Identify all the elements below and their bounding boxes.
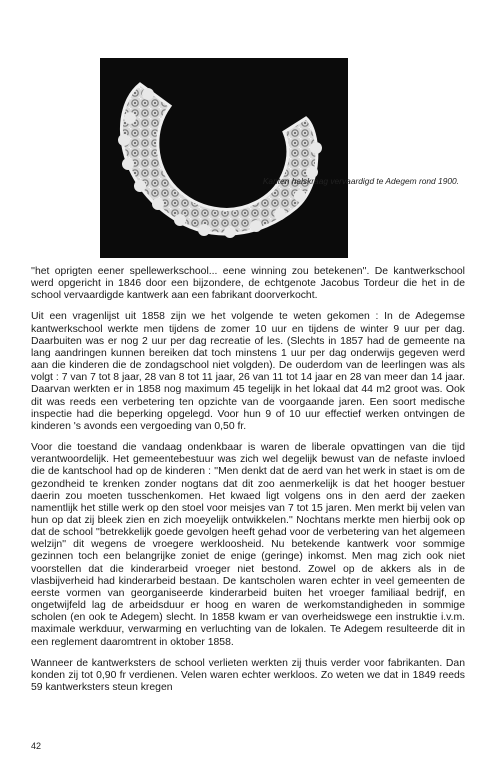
photo-caption: Kanten halskraag vervaardigd te Adegem rond 1900.: [262, 176, 459, 186]
body-text: [31, 266, 465, 703]
lace-collar-photo: [100, 58, 348, 258]
paragraph: Uit een vragenlijst uit 1858 zijn we het volgende te weten gekomen : In de Adegemse kantwerkschool werkte men tijdens de zomer 10 uur en tijdens de winter 9 uur per dag. Daarbuiten was er nog 2 uur per dag recreatie of les. (Slechts in 1857 had de gemeente na lang aandringen kunnen bereiken dat toch minstens 1 uur per dag onderwijs gegeven werd aan die kinderen die de zondagschool niet volgden). De ouderdom van de leerlingen was als volgt : 7 van 7 tot 8 jaar, 28 van 8 tot 11 jaar, 26 van 11 tot 14 jaar en 28 van meer dan 14 jaar. Daarvan werkten er in 1858 nog maximum 45 tegelijk in het lokaal dat 44 m2 groot was. Ook dit was reeds een verbetering ten opzichte van de voorgaande jaren. Een soort medische inspectie had die beperking opgelegd. Voor hun 9 of 10 uur effectief werken ontvingen de kinderen 's avonds een vergoeding van 0,50 fr.: [31, 311, 465, 432]
paragraph: Wanneer de kantwerksters de school verlieten werkten zij thuis verder voor fabrikanten. Dan konden zij tot 0,90 fr verdienen. Velen waren echter werkloos. Zo weten we dat in 1849 reeds 59 kantwerksters steun kregen: [31, 657, 465, 693]
lace-collar-image: [100, 58, 348, 258]
page-number: 42: [31, 741, 42, 751]
paragraph: ''het oprigten eener spellewerkschool... eene winning zou betekenen''. De kantwerkschool werd opgericht in 1846 door een bijzondere, de echtgenote Jacobus Tordeur die het in de school vervaardigde kantwerk aan een fabrikant doorverkocht.: [31, 266, 465, 302]
paragraph: Voor die toestand die vandaag ondenkbaar is waren de liberale opvattingen van die tijd verantwoordelijk. Het gemeentebestuur was zich wel degelijk bewust van de nefaste invloed die de kantschool had op de kinderen : ''Men denkt dat de aerd van het werk in staet is om de gezondheid te krenken zonder nogtans dat dit zoo aenmerkelijk is dat het hooger bestuer daerin zou moeten tusschenkomen. Het kwaed ligt volgens ons in den aerd der zaeken namentlijk het stille werk op den stoel voor meisjes van 7 tot 15 jaren. Men merkt bij velen van hun op dat zij bleek zien en zich moeyelijk ontwikkelen.'' Nochtans merkte men hierbij ook op dat de school ''betrekkelijk goede gevolgen heeft gehad voor de verbetering van het algemeen welzijn'' dit wegens de vroegere werkloosheid. Nu betekende kantwerk voor sommige gezinnen toch een belangrijke zoniet de enige (geringe) inkomst. Men mag zich ook niet voorstellen dat die kinderarbeid vroeger niet bestond. Zowel op de akkers als in de vlasbijverheid had kinderarbeid bestaan. De kantscholen waren echter in veel gemeenten de eerste vormen van georganiseerde kinderarbeid buiten het vroeger familiaal bedrijf, en ongetwijfeld lag de arbeidsduur er hoog en waren de werkomstandigheden in sommige scholen (en ook te Adegem) slecht. In 1858 kwam er van overheidswege een instruktie i.v.m. maximale werkduur, verwarming en verluchting van de lokalen. Te Adegem resulteerde dit in een reglement daaromtrent in oktober 1858.: [31, 442, 465, 648]
